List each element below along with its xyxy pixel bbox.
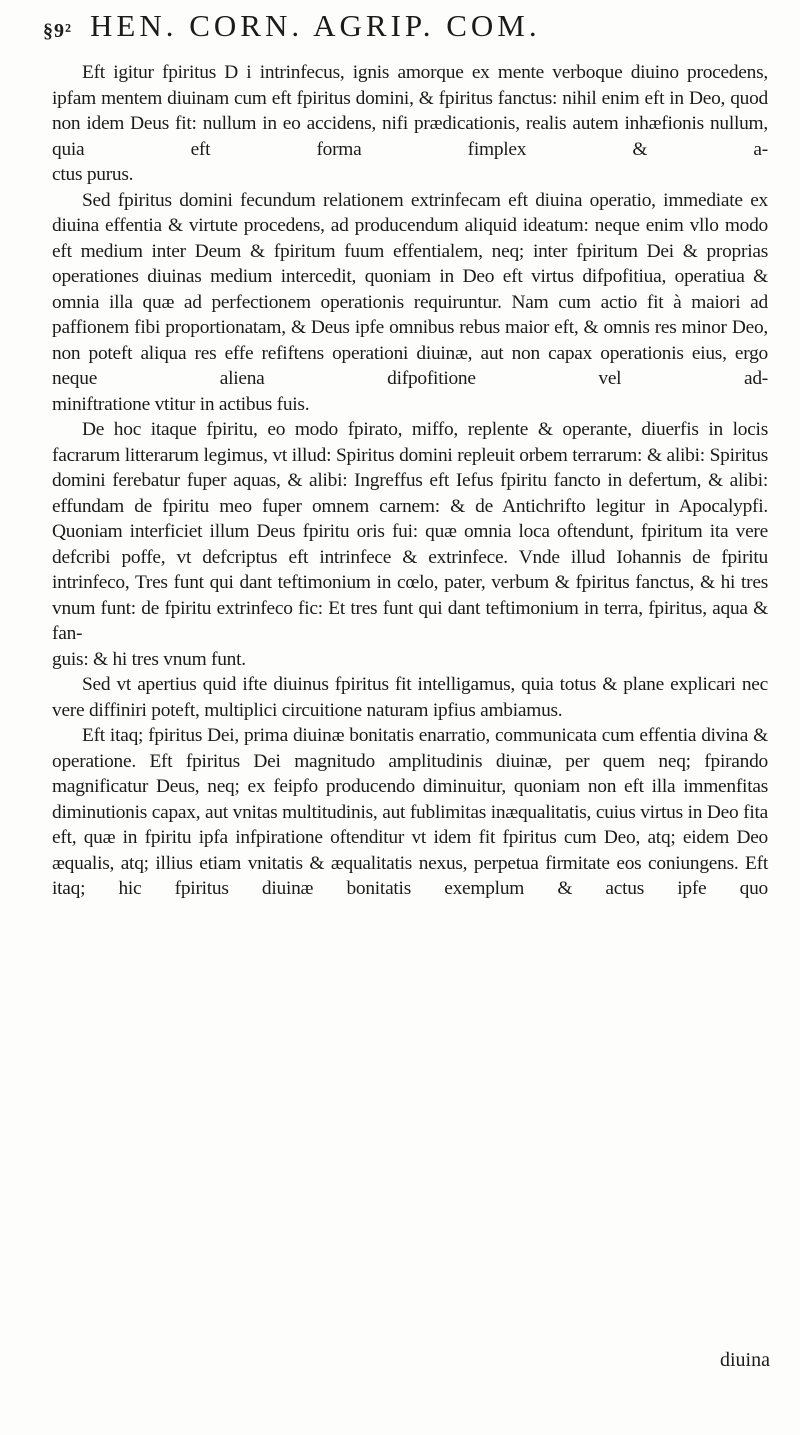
catchword: diuina xyxy=(720,1349,770,1371)
body-text xyxy=(52,60,768,902)
paragraph-2-tail: miniftratione vtitur in actibus fuis. xyxy=(52,393,310,415)
page-number: §9² xyxy=(43,20,72,42)
paragraph-5: Eft itaq; fpiritus Dei, prima diuinæ bonitatis enarratio, communicata cum effentia divina & operatione. Eft fpiritus Dei magnitudo amplitudinis diuinæ, per quem neq; fpirando magnificatur Deus, neq; ex feipfo producendo diminuitur, quoniam non eft illa immenfitas diminutionis capax, aut vnitas multitudinis, aut fublimitas inæqualitatis, cuius virtus in Deo fita eft, quæ in fpiritu ipfa infpiratione oftenditur vt idem fit fpiritus cum Deo, atq; eidem Deo æqualis, atq; illius etiam vnitatis & æqualitatis nexus, perpetua firmitate eos coniungens. Eft itaq; hic fpiritus diuinæ bonitatis exemplum & actus ipfe quo xyxy=(52,725,768,899)
paragraph-2: Sed fpiritus domini fecundum relationem extrinfecam eft diuina operatio, immediate ex diuina effentia & virtute procedens, ad producendum aliquid ideatum: neque enim vllo modo eft medium inter Deum & fpiritum fuum effentialem, neq; inter fpiritum Dei & proprias operationes diuinas medium intercedit, quoniam in Deo eft virtus difpofitiua, operatiua & omnia illa quæ ad perfectionem operationis requiruntur. Nam cum actio fit à maiori ad paffionem fibi proportionatam, & Deus ipfe omnibus rebus maior eft, & omnis res minor Deo, non poteft aliqua res effe refiftens operationi diuinæ, aut non capax operationis eius, ergo neque aliena difpofitione vel ad- xyxy=(52,189,768,389)
paragraph-3-tail: guis: & hi tres vnum funt. xyxy=(52,648,246,670)
paragraph-1: Eft igitur fpiritus D i intrinfecus, ignis amorque ex mente verboque diuino procedens, ipfam mentem diuinam cum eft fpiritus domini, & fpiritus fanctus: nihil enim eft in Deo, quod non idem Deus fit: nullum in eo accidens, nifi prædicationis, realis autem inhæfionis nullum, quia eft forma fimplex & a- xyxy=(52,62,768,160)
paragraph-4: Sed vt apertius quid ifte diuinus fpiritus fit intelligamus, quia totus & plane explicari nec vere diffiniri poteft, multiplici circuitione naturam ipfius ambiamus. xyxy=(52,674,768,721)
paragraph-1-tail: ctus purus. xyxy=(52,164,134,185)
running-title: HEN. CORN. AGRIP. COM. xyxy=(90,8,541,43)
paragraph-3: De hoc itaque fpiritu, eo modo fpirato, miffo, replente & operante, diuerfis in locis facrarum litterarum legimus, vt illud: Spiritus domini repleuit orbem terrarum: & alibi: Spiritus domini ferebatur fuper aquas, & alibi: Ingreffus eft Iefus fpiritu fancto in defertum, & alibi: effundam de fpiritu meo fuper omnem carnem: & de Antichrifto legitur in Apocalypfi. Quoniam interficiet illum Deus fpiritu oris fui: quæ omnia loca oftendunt, fpiritum ita vere defcribi poffe, vt defcriptus eft intrinfece & extrinfece. Vnde illud Iohannis de fpiritu intrinfeco, Tres funt qui dant teftimonium in cœlo, pater, verbum & fpiritus fanctus, & hi tres vnum funt: de fpiritu extrinfeco fic: Et tres funt qui dant teftimonium in terra, fpiritus, aqua & fan- xyxy=(52,419,768,644)
